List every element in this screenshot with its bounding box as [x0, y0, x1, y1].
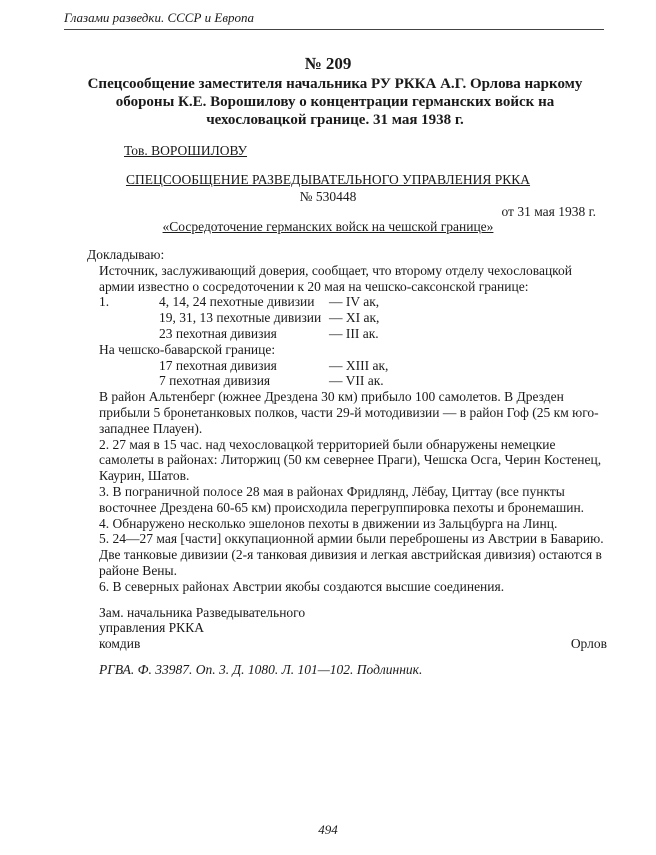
- paragraph-3: 3. В пограничной полосе 28 мая в районах Фридлянд, Лёбау, Циттау (все пункты восточнее Дрездена 60-65 км) происходила перегруппировка пехоты и бронемашин.: [99, 483, 585, 515]
- list-item-number: [87, 310, 159, 326]
- list-item-corps: — VII ак.: [329, 373, 384, 389]
- list-item: [87, 326, 607, 342]
- bavarian-list: [87, 358, 607, 390]
- paragraph-5: 5. 24—27 мая [части] оккупационной армии были переброшены из Австрии в Баварию. Две танковые дивизии (2-я танковая дивизия и легкая австрийская дивизия) остаются в районе Вены.: [99, 531, 604, 578]
- list-item-number: [87, 373, 159, 389]
- page-number: 494: [318, 822, 338, 837]
- list-item-divisions: 7 пехотная дивизия: [159, 373, 271, 389]
- report-opening: Докладываю:: [87, 247, 165, 262]
- list-item: [87, 358, 607, 374]
- paragraph-6: 6. В северных районах Австрии якобы создаются высшие соединения.: [99, 578, 505, 594]
- document-body: [87, 247, 607, 678]
- document-title: Спецсообщение заместителя начальника РУ РККА А.Г. Орлова наркому обороны К.Е. Ворошилову о концентрации германских войск на чехословацкой границе. 31 мая 1938 г.: [87, 76, 583, 128]
- document-subject: «Сосредоточение германских войск на чешской границе»: [162, 219, 494, 234]
- signature-rank: комдив: [99, 636, 141, 652]
- paragraph-4: 4. Обнаружено несколько эшелонов пехоты в движении из Зальцбурга на Линц.: [99, 515, 558, 531]
- signature-title-2: управления РККА: [99, 620, 204, 636]
- list-item-number: [87, 358, 159, 374]
- list-item-number: 1.: [99, 294, 110, 310]
- saxon-list: [87, 294, 607, 341]
- archive-source: РГВА. Ф. 33987. Оп. 3. Д. 1080. Л. 101—102. Подлинник.: [99, 661, 423, 677]
- list-item: [87, 373, 607, 389]
- bavarian-border-label: На чешско-баварской границе:: [99, 341, 276, 357]
- heading-line-2: № 530448: [299, 189, 357, 204]
- addressee: Тов. ВОРОШИЛОВУ: [124, 143, 248, 158]
- list-item-divisions: 19, 31, 13 пехотные дивизии: [159, 310, 322, 326]
- document-number: № 209: [304, 54, 352, 73]
- list-item-corps: — XI ак,: [329, 310, 380, 326]
- paragraph-airfield: В район Альтенберг (южнее Дрездена 30 км) прибыло 100 самолетов. В Дрезден прибыли 5 бронетанковых полков, части 29-й мотодивизии — в район Гоф (25 км юго-западнее Плауен).: [99, 389, 599, 436]
- paragraph-2: 2. 27 мая в 15 час. над чехословацкой территорией были обнаружены немецкие самолеты в районах: Литоржиц (50 км севернее Праги), Чешска Осга, Черин Костенец, Каурин, Шатов.: [99, 436, 602, 484]
- document-heading: [0, 171, 656, 205]
- signature-name: Орлов: [570, 636, 607, 652]
- running-head: Глазами разведки. СССР и Европа: [64, 10, 604, 30]
- list-item-corps: — III ак.: [329, 325, 379, 341]
- heading-line-1: СПЕЦСООБЩЕНИЕ РАЗВЕДЫВАТЕЛЬНОГО УПРАВЛЕНИЯ РККА: [125, 172, 531, 187]
- signature-title-1: Зам. начальника Разведывательного: [99, 604, 306, 620]
- list-item-corps: — IV ак,: [329, 294, 380, 310]
- list-item-divisions: 17 пехотная дивизия: [159, 357, 277, 373]
- document-date: от 31 мая 1938 г.: [501, 204, 596, 219]
- intro-paragraph: Источник, заслуживающий доверия, сообщает, что второму отделу чехословацкой армии известно о сосредоточении к 20 мая на чешско-саксонской границе:: [99, 262, 573, 294]
- signature-block: [87, 605, 607, 652]
- list-item-number: [87, 326, 159, 342]
- list-item-divisions: 4, 14, 24 пехотные дивизии: [159, 294, 315, 310]
- list-item: [87, 294, 607, 310]
- list-item: [87, 310, 607, 326]
- list-item-corps: — XIII ак,: [329, 357, 389, 373]
- list-item-divisions: 23 пехотная дивизия: [159, 325, 277, 341]
